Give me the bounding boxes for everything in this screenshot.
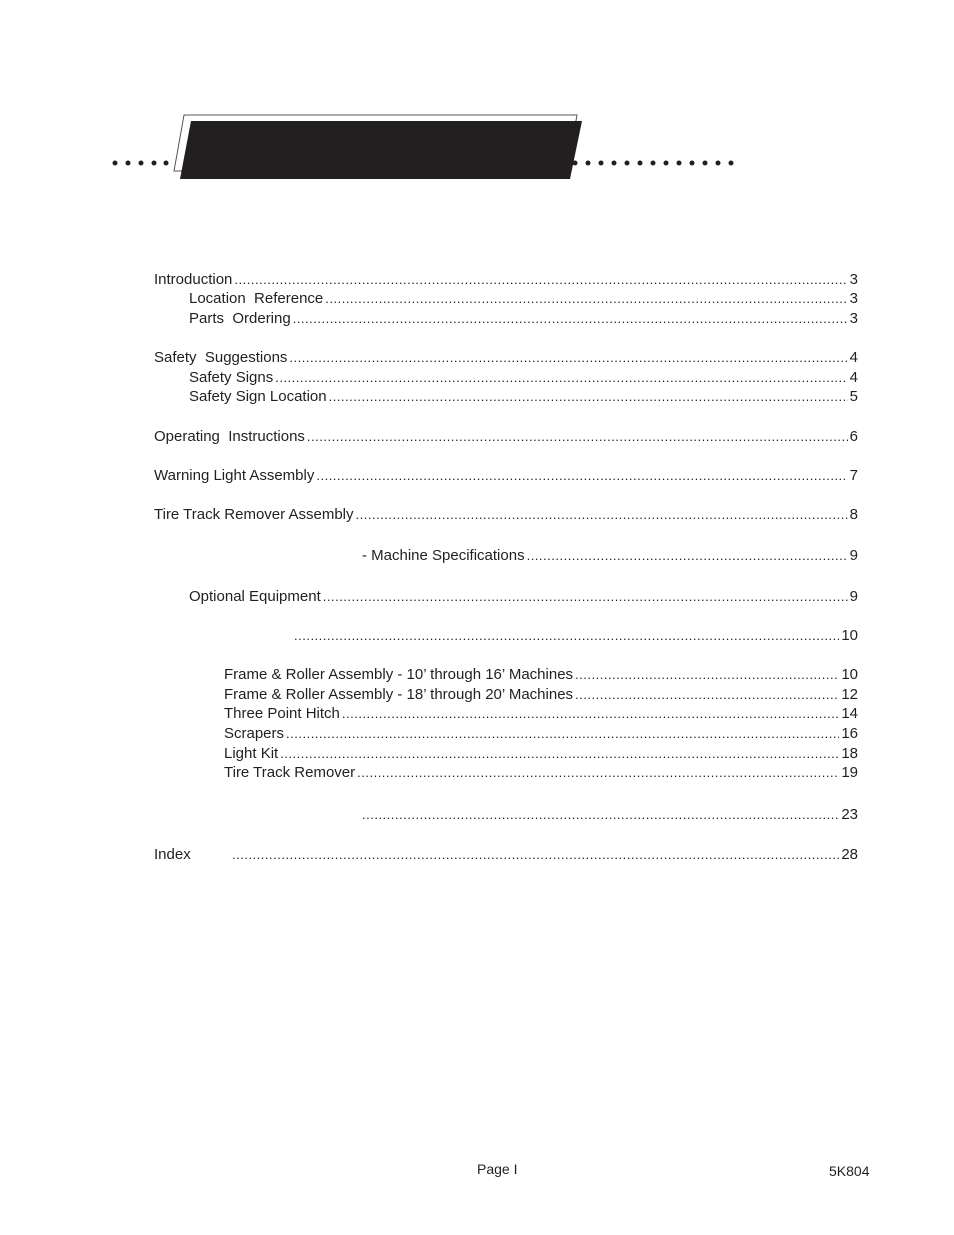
toc-entry-page: 23 [841, 806, 858, 823]
toc-entry-label: Frame & Roller Assembly - 18’ through 20’ Machines [224, 686, 574, 703]
toc-entry-safety-signs[interactable] [189, 368, 858, 388]
toc-entry-label: Light Kit [224, 745, 279, 762]
toc-entry-label: Introduction [154, 271, 233, 288]
toc-entry-introduction[interactable] [154, 270, 858, 290]
toc-entry-page: 14 [841, 705, 858, 722]
toc-entry-label: Tire Track Remover Assembly [154, 506, 354, 523]
toc-entry-label: Frame & Roller Assembly - 10’ through 16’ Machines [224, 666, 574, 683]
dot-leader [232, 845, 839, 865]
dot-leader [275, 368, 847, 388]
toc-entry-frame-roller-10-16[interactable] [224, 665, 858, 685]
dot-leader [286, 724, 839, 744]
dot-leader [575, 685, 839, 705]
toc-entry-tire-track-remover[interactable] [224, 763, 858, 783]
toc-entry-light-kit[interactable] [224, 744, 858, 764]
toc-entry-machine-specifications[interactable] [362, 546, 858, 566]
toc-entry-label: Optional Equipment [189, 588, 321, 605]
toc-entry-label: Safety Sign Location [189, 388, 327, 405]
dot-leader [293, 309, 848, 329]
toc-entry-page: 10 [841, 627, 858, 644]
dot-leader [323, 587, 848, 607]
toc-entry-three-point-hitch[interactable] [224, 704, 858, 724]
toc-entry-page: 9 [849, 588, 858, 605]
toc-entry-page: 3 [849, 290, 858, 307]
toc-entry-page: 10 [841, 666, 858, 683]
toc-entry-page: 7 [849, 467, 858, 484]
toc-entry-operating-instructions[interactable] [154, 427, 858, 447]
toc-entry-label: Safety Suggestions [154, 349, 288, 366]
toc-entry-label: Operating Instructions [154, 428, 305, 445]
toc-entry-label: Location Reference [189, 290, 324, 307]
toc-entry-page: 18 [841, 745, 858, 762]
table-of-contents [154, 0, 858, 900]
dot-leader [342, 704, 839, 724]
toc-entry-page: 4 [849, 369, 858, 386]
toc-entry-label: Tire Track Remover [224, 764, 356, 781]
dot-leader [294, 626, 839, 646]
footer-document-code: 5K804 [829, 1163, 870, 1179]
dot-leader [316, 466, 847, 486]
toc-entry-safety-suggestions[interactable] [154, 348, 858, 368]
toc-entry-index[interactable] [154, 845, 858, 865]
toc-entry-label: Warning Light Assembly [154, 467, 315, 484]
toc-entry-optional-equipment[interactable] [189, 587, 858, 607]
toc-entry-label: Three Point Hitch [224, 705, 340, 722]
toc-entry-page: 5 [849, 388, 858, 405]
toc-entry-page: 3 [849, 271, 858, 288]
toc-entry-location-reference[interactable] [189, 289, 858, 309]
dot-leader [307, 427, 848, 447]
toc-entry-page: 12 [841, 686, 858, 703]
toc-entry-frame-roller-18-20[interactable] [224, 685, 858, 705]
toc-entry-page: 16 [841, 725, 858, 742]
toc-entry-parts-ordering[interactable] [189, 309, 858, 329]
toc-entry-page: 3 [849, 310, 858, 327]
toc-entry-page: 9 [849, 547, 858, 564]
toc-entry-label: Parts Ordering [189, 310, 291, 327]
toc-entry-scrapers[interactable] [224, 724, 858, 744]
dot-leader [362, 805, 839, 825]
toc-entry-page: 4 [849, 349, 858, 366]
dot-leader [325, 289, 847, 309]
toc-entry-label: Safety Signs [189, 369, 274, 386]
dot-leader [575, 665, 839, 685]
footer-page-number: Page I [477, 1161, 518, 1177]
toc-entry-warning-light-assembly[interactable] [154, 466, 858, 486]
dot-leader [234, 270, 847, 290]
toc-entry-tire-track-remover-assembly[interactable] [154, 505, 858, 525]
dot-leader [527, 546, 848, 566]
toc-entry-label: Scrapers [224, 725, 285, 742]
dot-leader [357, 763, 839, 783]
dot-leader [289, 348, 847, 368]
dot-leader [356, 505, 848, 525]
toc-entry-untitled-10[interactable] [292, 626, 858, 646]
toc-entry-label: Index [154, 846, 191, 863]
toc-entry-safety-sign-location[interactable] [189, 387, 858, 407]
toc-entry-page: 6 [849, 428, 858, 445]
dot-leader [329, 387, 848, 407]
toc-entry-page: 28 [841, 846, 858, 863]
toc-entry-page: 19 [841, 764, 858, 781]
toc-entry-untitled-23[interactable] [360, 805, 858, 825]
toc-entry-page: 8 [849, 506, 858, 523]
dot-leader [280, 744, 839, 764]
toc-entry-label: - Machine Specifications [362, 547, 525, 564]
